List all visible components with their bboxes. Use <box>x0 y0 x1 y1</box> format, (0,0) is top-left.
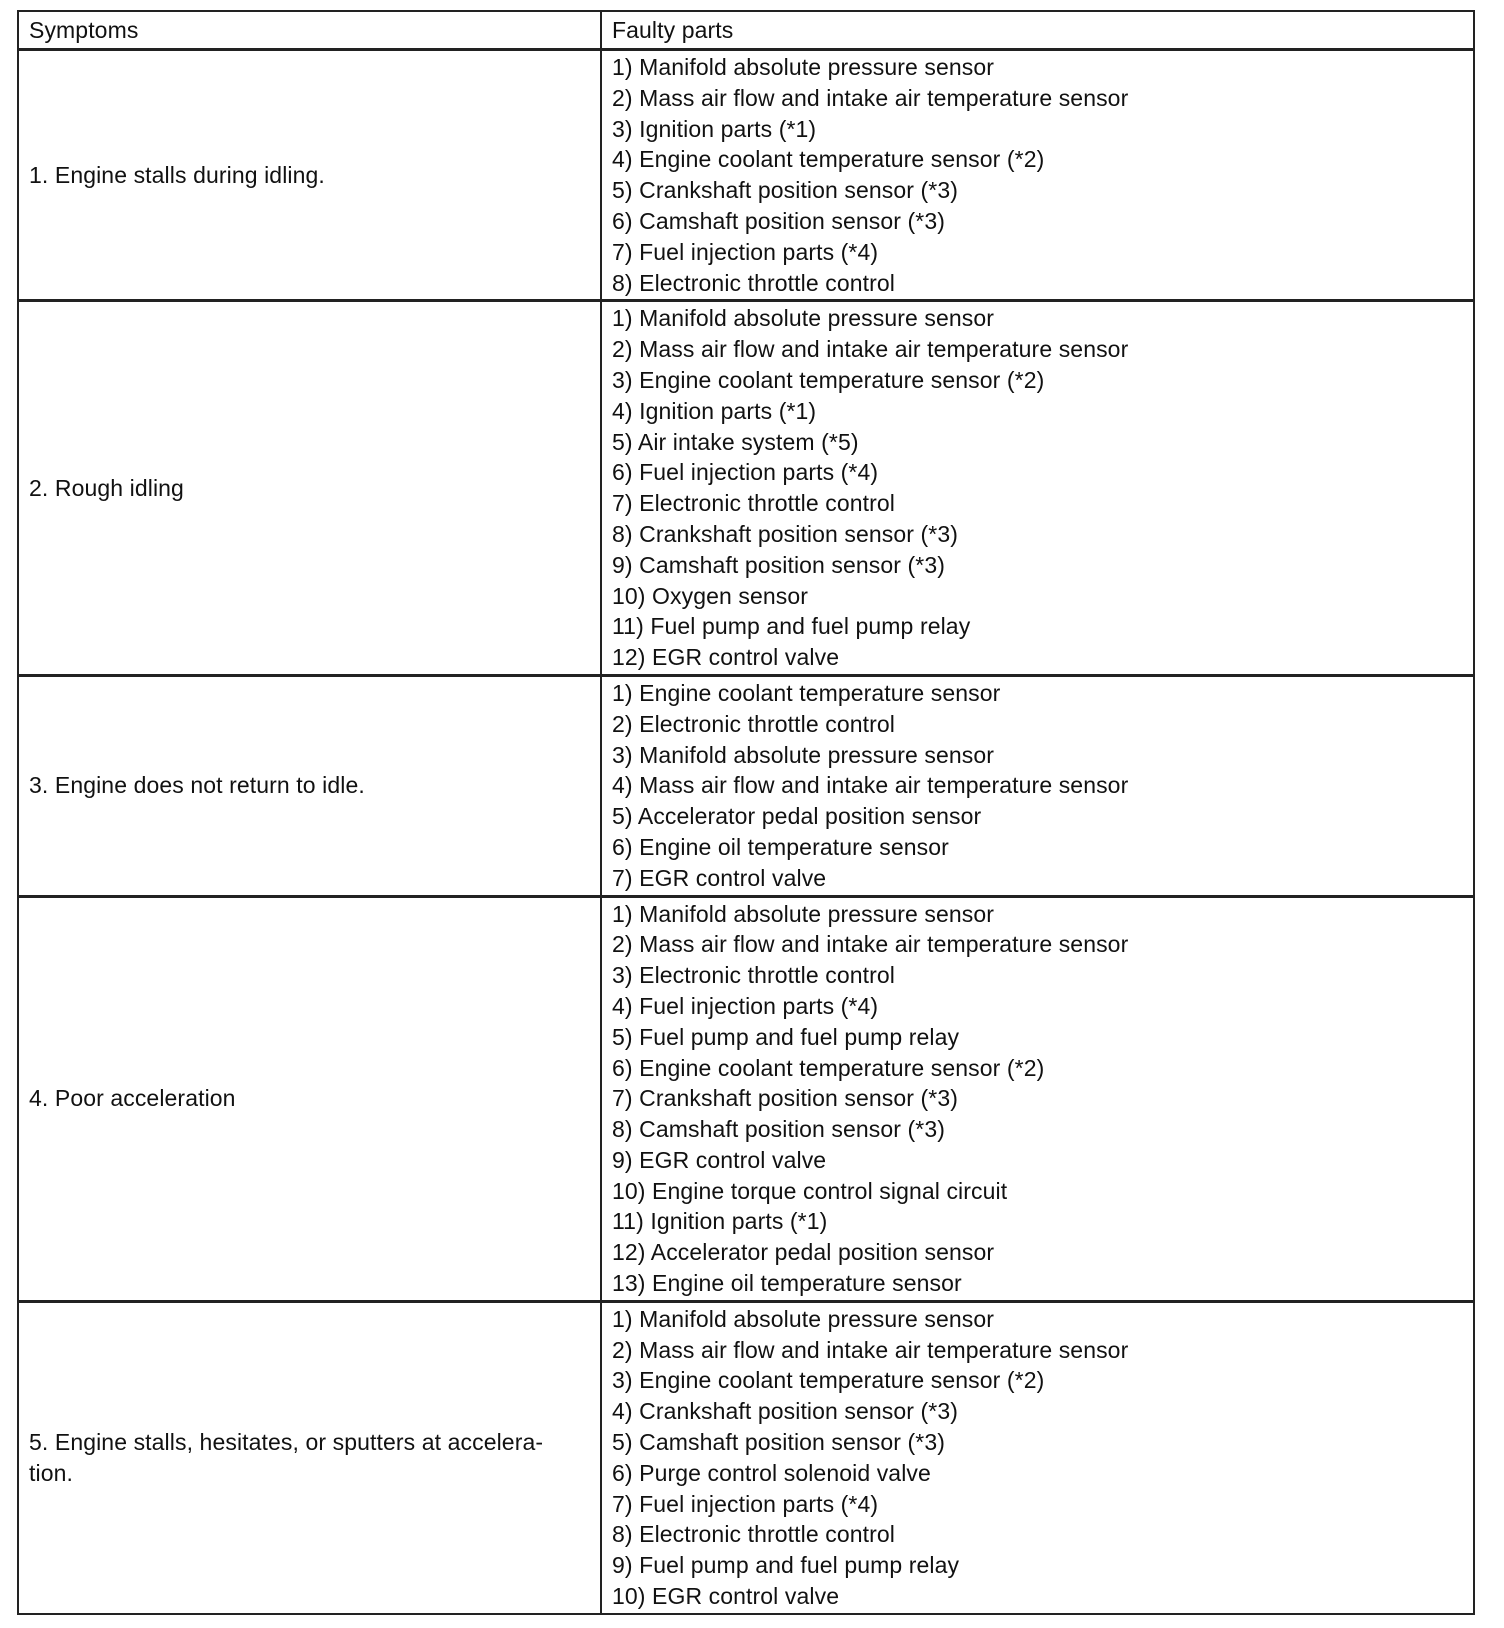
list-item: 2) Mass air flow and intake air temperature sensor <box>612 931 1129 958</box>
list-item: 1) Manifold absolute pressure sensor <box>612 54 995 80</box>
list-item: 3) Electronic throttle control <box>612 962 895 989</box>
list-item: 9) Camshaft position sensor (*3) <box>612 551 946 578</box>
list-item: 1) Manifold absolute pressure sensor <box>612 900 995 927</box>
header-faulty-parts: Faulty parts <box>601 11 1474 50</box>
faulty-parts-cell <box>601 896 1474 1301</box>
symptom-cell: 2. Rough idling <box>18 301 601 676</box>
symptom-cell: 3. Engine does not return to idle. <box>18 675 601 896</box>
faulty-parts-list <box>612 1304 1463 1612</box>
list-item: 1) Engine coolant temperature sensor <box>612 679 1001 706</box>
list-item: 5) Crankshaft position sensor (*3) <box>612 177 958 204</box>
faulty-parts-cell <box>601 301 1474 676</box>
list-item: 6) Purge control solenoid valve <box>612 1459 931 1486</box>
list-item: 3) Manifold absolute pressure sensor <box>612 741 995 768</box>
symptom-faulty-parts-table <box>17 10 1475 1615</box>
list-item: 11) Fuel pump and fuel pump relay <box>612 613 971 640</box>
list-item: 4) Ignition parts (*1) <box>612 397 817 424</box>
list-item: 5) Accelerator pedal position sensor <box>612 803 982 830</box>
faulty-parts-list <box>612 899 1463 1299</box>
list-item: 6) Fuel injection parts (*4) <box>612 459 879 486</box>
list-item: 2) Mass air flow and intake air temperature sensor <box>612 1336 1129 1363</box>
list-item: 9) EGR control valve <box>612 1146 827 1173</box>
list-item: 1) Manifold absolute pressure sensor <box>612 305 995 332</box>
list-item: 3) Engine coolant temperature sensor (*2) <box>612 1367 1045 1394</box>
list-item: 6) Camshaft position sensor (*3) <box>612 207 946 234</box>
list-item: 13) Engine oil temperature sensor <box>612 1270 962 1297</box>
list-item: 12) EGR control valve <box>612 644 840 671</box>
list-item: 2) Mass air flow and intake air temperature sensor <box>612 336 1129 363</box>
faulty-parts-list <box>612 678 1463 894</box>
list-item: 8) Camshaft position sensor (*3) <box>612 1116 946 1143</box>
list-item: 4) Mass air flow and intake air temperature sensor <box>612 772 1129 799</box>
list-item: 11) Ignition parts (*1) <box>612 1208 828 1235</box>
list-item: 4) Engine coolant temperature sensor (*2) <box>612 146 1045 173</box>
symptom-cell: 5. Engine stalls, hesitates, or sputters at accelera- tion. <box>18 1301 601 1613</box>
list-item: 8) Crankshaft position sensor (*3) <box>612 520 958 547</box>
list-item: 6) Engine coolant temperature sensor (*2) <box>612 1054 1045 1081</box>
list-item: 1) Manifold absolute pressure sensor <box>612 1305 995 1332</box>
table-row <box>18 1301 1474 1613</box>
list-item: 5) Camshaft position sensor (*3) <box>612 1429 946 1456</box>
faulty-parts-list <box>612 303 1463 673</box>
list-item: 6) Engine oil temperature sensor <box>612 833 949 860</box>
list-item: 10) Oxygen sensor <box>612 582 809 609</box>
table-row <box>18 675 1474 896</box>
list-item: 9) Fuel pump and fuel pump relay <box>612 1552 960 1579</box>
faulty-parts-cell <box>601 675 1474 896</box>
list-item: 4) Crankshaft position sensor (*3) <box>612 1398 958 1425</box>
table-header-row <box>18 11 1474 50</box>
faulty-parts-list <box>612 52 1463 298</box>
table-row <box>18 896 1474 1301</box>
list-item: 4) Fuel injection parts (*4) <box>612 992 879 1019</box>
list-item: 8) Electronic throttle control <box>612 1521 895 1548</box>
list-item: 2) Mass air flow and intake air temperature sensor <box>612 84 1129 111</box>
list-item: 5) Fuel pump and fuel pump relay <box>612 1023 960 1050</box>
list-item: 7) Fuel injection parts (*4) <box>612 1490 879 1517</box>
header-symptoms: Symptoms <box>18 11 601 50</box>
list-item: 7) EGR control valve <box>612 864 827 891</box>
symptom-cell: 4. Poor acceleration <box>18 896 601 1301</box>
list-item: 5) Air intake system (*5) <box>612 428 859 455</box>
list-item: 12) Accelerator pedal position sensor <box>612 1239 995 1266</box>
list-item: 3) Engine coolant temperature sensor (*2) <box>612 366 1045 393</box>
faulty-parts-cell <box>601 1301 1474 1613</box>
faulty-parts-cell <box>601 50 1474 301</box>
list-item: 8) Electronic throttle control <box>612 269 895 296</box>
list-item: 7) Fuel injection parts (*4) <box>612 238 879 265</box>
list-item: 3) Ignition parts (*1) <box>612 115 817 142</box>
list-item: 10) Engine torque control signal circuit <box>612 1177 1008 1204</box>
list-item: 2) Electronic throttle control <box>612 710 895 737</box>
list-item: 7) Crankshaft position sensor (*3) <box>612 1085 958 1112</box>
symptom-table-container <box>17 10 1473 1615</box>
list-item: 10) EGR control valve <box>612 1583 840 1610</box>
list-item: 7) Electronic throttle control <box>612 490 895 517</box>
table-row <box>18 50 1474 301</box>
symptom-cell: 1. Engine stalls during idling. <box>18 50 601 301</box>
table-body <box>18 50 1474 1614</box>
table-row <box>18 301 1474 676</box>
